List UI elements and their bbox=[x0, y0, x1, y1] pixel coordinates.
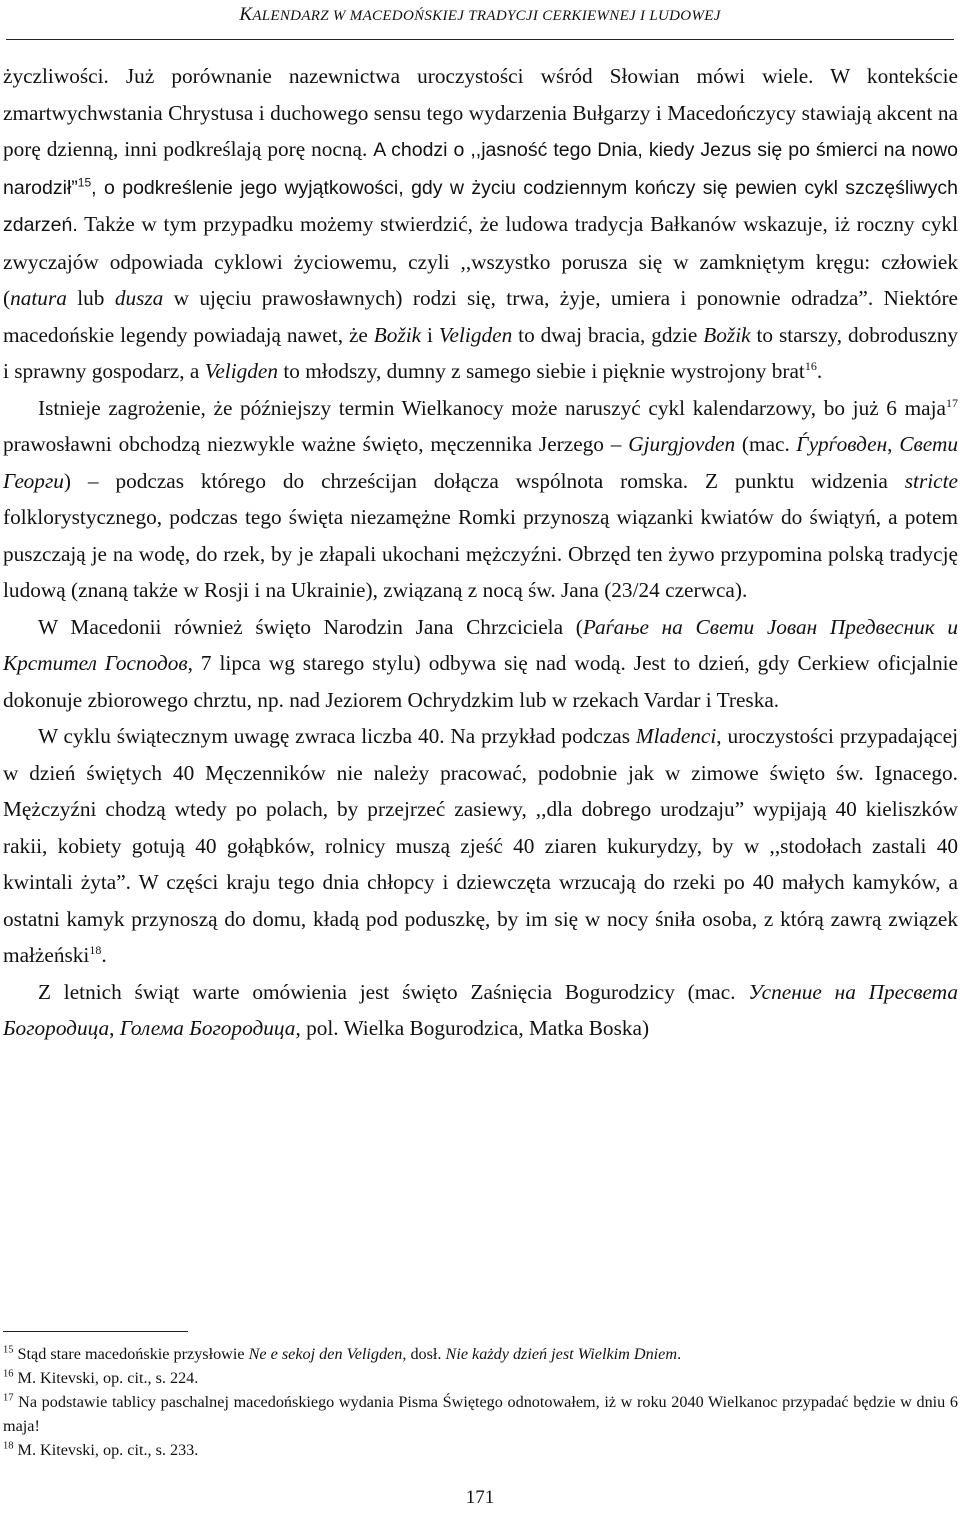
footnote-16 bbox=[3, 1366, 958, 1390]
footnote-number: 17 bbox=[3, 1392, 14, 1404]
footnote-number: 16 bbox=[3, 1368, 14, 1380]
footnote-number: 15 bbox=[3, 1344, 14, 1356]
italic-term: Nie każdy dzień jest Wielkim Dniem bbox=[445, 1345, 678, 1363]
footnote-rule bbox=[3, 1331, 188, 1332]
text-run: , uroczystości przypadającej w dzień świętych 40 Męczenników nie należy pracować, podobnie jak w zimowe święto św. Ignacego. Mężczyźni chodzą wtedy po polach, by przejrzeć zasiewy, ,,dla dobrego urodzaju” wypijają 40 kieliszków rakii, kobiety gotują 40 gołąbków, rolnicy muszą zjeść 40 ziaren kukurydzy, by w ,,stodołach zastali 40 kwintali żyta”. W części kraju tego dnia chłopcy i dziewczęta wrzucają do rzeki po 40 małych kamyków, a ostatni kamyk przynoszą do domu, kładą pod poduszkę, by im się w nocy śniła osoba, z którą zawrą związek małżeński bbox=[3, 724, 958, 967]
footnote-number: 18 bbox=[3, 1440, 14, 1452]
footnote-ref-16[interactable]: 16 bbox=[804, 358, 817, 373]
text-run: M. Kitevski, op. cit., s. 224. bbox=[13, 1369, 199, 1387]
paragraph-3 bbox=[3, 609, 958, 719]
italic-term: stricte bbox=[904, 468, 958, 493]
text-run: , bbox=[109, 1016, 120, 1040]
text-run: (mac. bbox=[735, 432, 797, 456]
footnote-ref-18[interactable]: 18 bbox=[89, 942, 102, 957]
text-run: . bbox=[816, 359, 823, 383]
text-run: , o podkreślenie jego wyjątkowości, gdy w życiu codziennym kończy się pewien cykl szczęśliwych zdarzeń. bbox=[3, 176, 958, 236]
header-rule bbox=[6, 39, 954, 40]
italic-term: natura bbox=[10, 286, 67, 310]
italic-term: Ne e sekoj den Veligden bbox=[248, 1345, 403, 1363]
text-run: , bbox=[887, 432, 900, 456]
text-run: Także w tym przypadku możemy stwierdzić, że ludowa tradycja Bałkanów wskazuje, iż roczny cykl zwyczajów odpowiada cyklowi życiowemu, czyli ,,wszystko porusza się w zamkniętym kręgu: człowiek ( bbox=[3, 212, 958, 310]
footnote-18 bbox=[3, 1438, 958, 1462]
text-run: Z letnich świąt warte omówienia jest święto Zaśnięcia Bogurodzicy (mac. bbox=[38, 979, 749, 1004]
footnotes bbox=[3, 1342, 958, 1462]
text-run: ) – podczas którego do chrześcijan dołącza wspólnota romska. Z punktu widzenia bbox=[63, 468, 905, 493]
text-run: . bbox=[677, 1345, 682, 1363]
body-text bbox=[3, 58, 958, 1047]
italic-term: Božik bbox=[703, 322, 751, 347]
text-run: lub bbox=[66, 286, 115, 310]
italic-term: Голема Богородица bbox=[119, 1016, 296, 1040]
text-run: to starszy, dobroduszny i sprawny gospodarz, a bbox=[3, 322, 959, 383]
running-head bbox=[10, 4, 950, 26]
paragraph-4 bbox=[3, 718, 958, 974]
italic-term: dusza bbox=[114, 286, 164, 310]
page-number: 171 bbox=[465, 1487, 495, 1508]
text-run: A chodzi o ,,jasność tego Dnia, kiedy Jezus się po śmierci na nowo narodził” bbox=[3, 139, 959, 199]
italic-term: Ѓурѓовден bbox=[796, 432, 888, 456]
italic-term: Раѓање на Свети Јован Предвесник и Крстител Господов bbox=[3, 614, 958, 675]
italic-term: Božik bbox=[373, 322, 422, 347]
text-run: życzliwości. Już porównanie nazewnictwa uroczystości wśród Słowian mówi wiele. W kontekście zmartwychwstania Chrystusa i duchowego sensu tego wydarzenia Bułgarzy i Macedończycy stawiają akcent na porę dzienną, inni podkreślają porę nocną. bbox=[3, 64, 958, 161]
paragraph-2 bbox=[3, 390, 958, 609]
text-run: to młodszy, dumny z samego siebie i pięknie wystrojony brat bbox=[278, 359, 805, 383]
text-run: folklorystycznego, podczas tego święta niezamężne Romki przynoszą wiązanki kwiatów do świątyń, a potem puszczają je na wodę, do rzek, by je złapali ukochani mężczyźni. Obrzęd ten żywo przypomina polską tradycję ludową (znaną także w Rosji i na Ukrainie), związaną z nocą św. Jana (23/24 czerwca). bbox=[3, 505, 958, 602]
italic-term: Mladenci bbox=[635, 724, 717, 748]
footnote-15 bbox=[3, 1342, 958, 1366]
text-run: , dosł. bbox=[402, 1345, 446, 1363]
text-run: to dwaj bracia, gdzie bbox=[512, 322, 704, 347]
text-run: , 7 lipca wg starego stylu) odbywa się nad wodą. Jest to dzień, gdy Cerkiew oficjalnie dokonuje zbiorowego chrztu, np. nad Jeziorem Ochrydzkim lub w rzekach Vardar i Treska. bbox=[3, 651, 958, 712]
text-run: Stąd stare macedońskie przysłowie bbox=[13, 1345, 249, 1363]
italic-term: Veligden bbox=[204, 359, 279, 383]
text-run: i bbox=[421, 322, 439, 347]
italic-term: Veligden bbox=[438, 322, 513, 347]
text-run: w ujęciu prawosławnych) rodzi się, trwa, żyje, umiera i ponownie odradza”. Niektóre macedońskie legendy powiadają nawet, że bbox=[3, 286, 958, 347]
text-run: Na podstawie tablicy paschalnej macedońskiego wydania Pisma Świętego odnotowałem, iż w roku 2040 Wielkanoc przypadać będzie w dniu 6 maja! bbox=[3, 1393, 958, 1435]
text-run: M. Kitevski, op. cit., s. 233. bbox=[13, 1441, 199, 1459]
italic-term: Gjurgjovden bbox=[628, 432, 736, 456]
text-run: , pol. Wielka Bogurodzica, Matka Boska) bbox=[295, 1016, 650, 1040]
footnote-17 bbox=[3, 1390, 958, 1438]
italic-term: Успение на Пресвета Богородица bbox=[3, 979, 958, 1040]
text-run: W Macedonii również święto Narodzin Jana Chrzciciela ( bbox=[38, 614, 583, 639]
paragraph-1 bbox=[3, 58, 958, 390]
text-run: Istnieje zagrożenie, że późniejszy termin Wielkanocy może naruszyć cykl kalendarzowy, bo już 6 maja bbox=[38, 395, 946, 420]
footnote-ref-17[interactable]: 17 bbox=[946, 395, 958, 410]
italic-term: Свети Георги bbox=[3, 432, 958, 493]
paragraph-5 bbox=[3, 974, 958, 1047]
text-run: prawosławni obchodzą niezwykle ważne święto, męczennika Jerzego – bbox=[3, 432, 629, 456]
running-head-text: KALENDARZ W MACEDOŃSKIEJ TRADYCJI CERKIEWNEJ I LUDOWEJ bbox=[239, 4, 721, 25]
footnote-ref-15[interactable]: 15 bbox=[77, 175, 92, 189]
text-run: W cyklu świątecznym uwagę zwraca liczba 40. Na przykład podczas bbox=[38, 724, 636, 748]
text-run: . bbox=[101, 943, 107, 967]
